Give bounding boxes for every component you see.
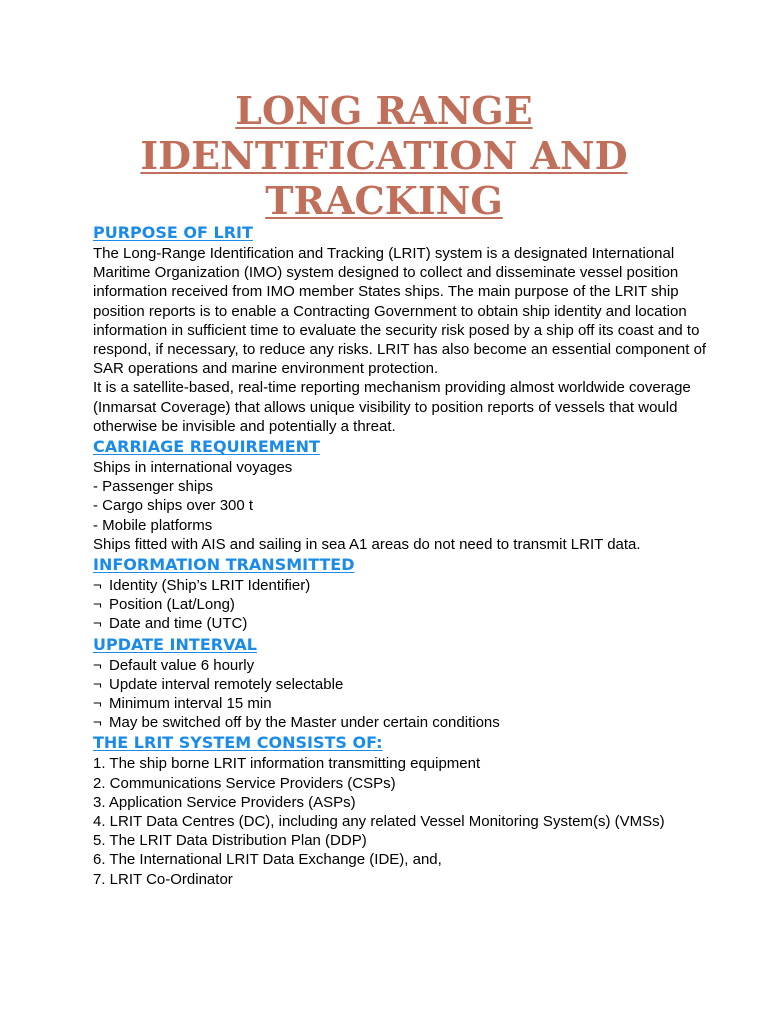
title-line: TRACKING bbox=[265, 178, 503, 223]
list-item bbox=[93, 595, 713, 614]
list-item bbox=[93, 576, 713, 595]
section-information-transmitted bbox=[93, 554, 713, 634]
system-components-list bbox=[93, 754, 713, 888]
list-item bbox=[93, 614, 713, 633]
not-sign-bullet-icon: ¬ bbox=[93, 714, 102, 732]
list-item-text: Identity (Ship’s LRIT Identifier) bbox=[109, 577, 311, 595]
list-item: 7. LRIT Co-Ordinator bbox=[93, 870, 233, 888]
section-update-interval bbox=[93, 634, 713, 733]
list-item: 2. Communications Service Providers (CSPs) bbox=[93, 774, 396, 792]
section-heading: CARRIAGE REQUIREMENT bbox=[93, 437, 320, 457]
list-item-text: Update interval remotely selectable bbox=[109, 675, 344, 693]
list-item bbox=[93, 675, 713, 694]
list-item: - Cargo ships over 300 t bbox=[93, 497, 254, 515]
section-purpose bbox=[93, 222, 713, 436]
not-sign-bullet-icon: ¬ bbox=[93, 596, 102, 614]
list-item-text: Minimum interval 15 min bbox=[109, 695, 272, 713]
section-heading: INFORMATION TRANSMITTED bbox=[93, 555, 355, 575]
not-sign-bullet-icon: ¬ bbox=[93, 675, 102, 693]
list-item: 5. The LRIT Data Distribution Plan (DDP) bbox=[93, 832, 367, 850]
list-item: Ships in international voyages bbox=[93, 459, 293, 477]
not-sign-bullet-icon: ¬ bbox=[93, 695, 102, 713]
section-heading: PURPOSE OF LRIT bbox=[93, 223, 253, 242]
document-body bbox=[93, 222, 713, 889]
section-carriage-requirement bbox=[93, 436, 713, 554]
list-item-text: Date and time (UTC) bbox=[109, 615, 248, 633]
list-item-text: Default value 6 hourly bbox=[109, 656, 255, 674]
list-item bbox=[93, 656, 713, 675]
list-item-text: May be switched off by the Master under certain conditions bbox=[109, 714, 500, 732]
document-title bbox=[60, 88, 708, 223]
list-item: - Passenger ships bbox=[93, 478, 214, 496]
list-item bbox=[93, 694, 713, 713]
title-line: IDENTIFICATION AND bbox=[140, 133, 628, 178]
paragraph: It is a satellite-based, real-time reporting mechanism providing almost worldwide coverage (Inmarsat Coverage) that allows unique visibility to position reports of vessels that would otherwise be invisible and potentially a threat. bbox=[93, 379, 691, 435]
list-item: 1. The ship borne LRIT information transmitting equipment bbox=[93, 755, 481, 773]
paragraph: The Long-Range Identification and Tracking (LRIT) system is a designated International Maritime Organization (IMO) system designed to collect and disseminate vessel position information received from IMO member States ships. The main purpose of the LRIT ship position reports is to enable a Contracting Government to obtain ship identity and location information in sufficient time to evaluate the security risk posed by a ship off its coast and to respond, if necessary, to reduce any risks. LRIT has also become an essential component of SAR operations and marine environment protection. bbox=[93, 245, 707, 378]
carriage-list bbox=[93, 458, 713, 554]
section-heading: UPDATE INTERVAL bbox=[93, 634, 257, 654]
not-sign-bullet-icon: ¬ bbox=[93, 577, 102, 595]
section-heading: THE LRIT SYSTEM CONSISTS OF: bbox=[93, 733, 383, 753]
title-line: LONG RANGE bbox=[235, 88, 533, 133]
section-system-components bbox=[93, 732, 713, 888]
update-interval-list bbox=[93, 656, 713, 733]
list-item bbox=[93, 713, 713, 732]
not-sign-bullet-icon: ¬ bbox=[93, 656, 102, 674]
list-item: 3. Application Service Providers (ASPs) bbox=[93, 793, 356, 811]
list-item: Ships fitted with AIS and sailing in sea A1 areas do not need to transmit LRIT data. bbox=[93, 535, 641, 553]
list-item-text: Position (Lat/Long) bbox=[109, 596, 235, 614]
information-list bbox=[93, 576, 713, 634]
list-item: - Mobile platforms bbox=[93, 516, 213, 534]
list-item: 6. The International LRIT Data Exchange (IDE), and, bbox=[93, 851, 442, 869]
list-item: 4. LRIT Data Centres (DC), including any related Vessel Monitoring System(s) (VMSs) bbox=[93, 813, 665, 831]
not-sign-bullet-icon: ¬ bbox=[93, 615, 102, 633]
